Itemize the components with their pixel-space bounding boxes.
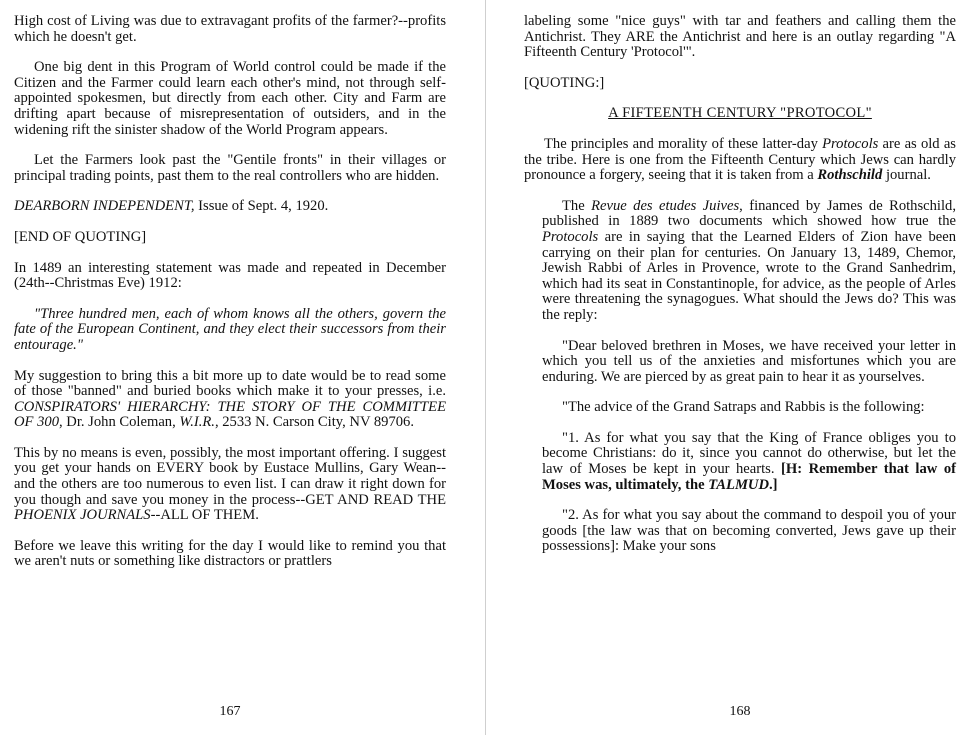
italic-term: Protocols <box>542 228 599 245</box>
paragraph: "The advice of the Grand Satraps and Rabbis is the following: <box>562 399 925 416</box>
italic-term: Protocols <box>822 135 879 152</box>
paragraph <box>14 446 446 524</box>
text-run: are in saying that the Learned Elders of Zion have been carrying on their plan for centuries. On January 13, 1489, Chemor, Jewish Rabbi of Arles in Provence, wrote to the Grand Sanhedrim, which had its seat in Constantinople, for advice, as the people of Arles were threatening the synagogues. What should the Jews do? This was the reply: <box>542 228 956 323</box>
text-run: This by no means is even, possibly, the most important offering. I suggest you get your hands on EVERY book by Eustace Mullins, Gary Wean--and the others are too numerous to even list. I can draw it right down for you though and save you money in the process--GET AND READ THE <box>14 444 446 508</box>
paragraph <box>524 137 956 184</box>
left-page <box>14 13 446 719</box>
text-run: are as old as the tribe. Here is one from the Fifteenth Century which Jews can hardly pronounce a forgery, seeing that it is taken from a <box>524 135 956 184</box>
page-gutter <box>485 0 486 735</box>
text-run: .] <box>769 476 778 493</box>
book-title: PHOENIX JOURNALS <box>14 507 151 524</box>
paragraph: One big dent in this Program of World control could be made if the Citizen and the Farmer could learn each other's mind, not through self-appointed spokesmen, but directly from each other. City and Farm are drifting apart because of misrepresentation of outsiders, and in the widening rift the sinister shadow of the World Program appears. <box>14 59 446 138</box>
text-run: , financed by James de Rothschild, published in 1889 two documents which showed how true the <box>542 197 956 230</box>
paragraph: Before we leave this writing for the day I would like to remind you that we aren't nuts or something like distractors or prattlers <box>14 537 446 570</box>
quote-marker: [QUOTING:] <box>524 74 605 91</box>
text-run: The principles and morality of these latter-day <box>544 135 823 152</box>
text-run: My suggestion to bring this a bit more up to date would be to read some of those "banned" and buried books which make it to your presses, i.e. <box>14 367 446 400</box>
paragraph: labeling some "nice guys" with tar and feathers and calling them the Antichrist. They ARE the Antichrist and here is an outlay regarding "A Fifteenth Century 'Protocol'". <box>524 13 956 61</box>
source-title: DEARBORN INDEPENDENT, <box>14 198 195 215</box>
text-run: , Dr. John Coleman, <box>59 414 180 431</box>
right-page <box>524 13 956 719</box>
paragraph: High cost of Living was due to extravagant profits of the farmer?--profits which he doesn't get. <box>14 13 446 45</box>
source-date: Issue of Sept. 4, 1920. <box>194 198 329 215</box>
paragraph: "Dear beloved brethren in Moses, we have received your letter in which you tell us of the anxieties and misfortunes which you are enduring. We are pierced by as great pain to hear it as yourselves. <box>542 337 956 385</box>
source-citation <box>14 199 446 215</box>
paragraph: "2. As for what you say about the command to despoil you of your goods [the law was that on becoming converted, Jews gave up their possessions]: Make your sons <box>542 507 956 555</box>
book-title: CONSPIRATORS' HIERARCHY: THE STORY OF THE COMMITTEE OF 300 <box>14 398 446 431</box>
text-run: , 2533 N. Carson City, NV 89706. <box>214 414 414 431</box>
text-run: --ALL OF THEM. <box>150 507 259 524</box>
paragraph <box>524 199 956 324</box>
paragraph <box>14 369 446 431</box>
paragraph: Let the Farmers look past the "Gentile fronts" in their villages or principal trading points, past them to the real controllers who are hidden. <box>14 152 446 184</box>
bold-italic-term: Rothschild <box>817 167 883 184</box>
bold-italic-term: TALMUD <box>708 476 770 493</box>
publisher: W.I.R. <box>179 414 215 431</box>
text-run: journal. <box>882 167 931 184</box>
paragraph <box>524 431 956 493</box>
quote <box>14 307 446 354</box>
text-run: The <box>562 197 592 214</box>
paragraph: In 1489 an interesting statement was made and repeated in December (24th--Christmas Eve) 1912: <box>14 259 446 292</box>
page-number: 167 <box>219 704 241 719</box>
end-quote-marker: [END OF QUOTING] <box>14 228 147 245</box>
text-run: [H: Remember that law of Moses was, ultimately, the <box>542 461 956 493</box>
section-title: A FIFTEENTH CENTURY "PROTOCOL" <box>608 105 872 122</box>
text-run: "1. As for what you say that the King of France obliges you to become Christians: do it, since you cannot do otherwise, but let the law of Moses be kept in your hearts. <box>542 429 956 478</box>
page-number: 168 <box>729 704 751 719</box>
journal-title: Revue des etudes Juives <box>591 197 740 214</box>
quote-text: "Three hundred men, each of whom knows all the others, govern the fate of the European Continent, and they elect their successors from their entourage." <box>14 305 446 353</box>
